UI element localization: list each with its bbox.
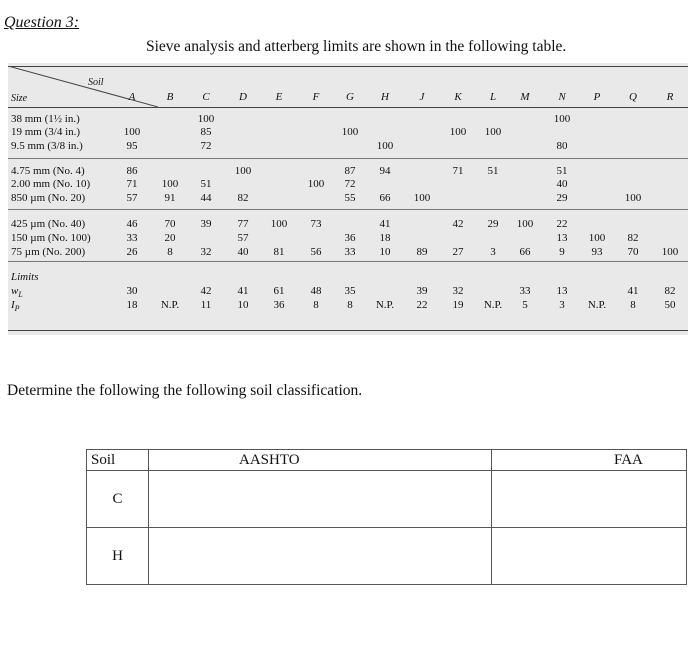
value-cell: 41 — [379, 218, 391, 230]
value-cell: 8 — [347, 299, 353, 311]
value-cell: 41 — [237, 285, 249, 297]
value-cell: 100 — [376, 140, 394, 152]
value-cell: 22 — [556, 218, 568, 230]
value-cell: 20 — [164, 232, 176, 244]
sieve-size-label: 150 µm (No. 100) — [11, 232, 91, 244]
column-header-q: Q — [629, 91, 637, 103]
aashto-answer-cell[interactable] — [149, 528, 492, 585]
header-soil: Soil — [88, 77, 104, 88]
column-header-d: D — [239, 91, 247, 103]
value-cell: 33 — [126, 232, 138, 244]
value-cell: 42 — [200, 285, 212, 297]
column-header-c: C — [202, 91, 210, 103]
value-cell: 13 — [556, 232, 568, 244]
sieve-size-label: 38 mm (1½ in.) — [11, 113, 80, 125]
value-cell: 40 — [237, 246, 249, 258]
value-cell: 100 — [197, 113, 215, 125]
value-cell: 35 — [344, 285, 356, 297]
limits-header: Limits — [11, 271, 39, 283]
liquid-limit-label: $w_L$ — [11, 285, 23, 300]
sieve-size-label: 850 µm (No. 20) — [11, 192, 86, 204]
value-cell: 73 — [310, 218, 322, 230]
value-cell: 13 — [556, 285, 568, 297]
value-cell: 51 — [200, 178, 212, 190]
sieve-size-label: 425 µm (No. 40) — [11, 218, 86, 230]
value-cell: 70 — [627, 246, 639, 258]
sieve-size-label: 4.75 mm (No. 4) — [11, 165, 85, 177]
group-rule-2 — [8, 209, 688, 210]
value-cell: 42 — [452, 218, 464, 230]
value-cell: N.P. — [587, 299, 607, 311]
value-cell: 80 — [556, 140, 568, 152]
value-cell: 41 — [627, 285, 639, 297]
value-cell: 18 — [379, 232, 391, 244]
value-cell: 82 — [627, 232, 639, 244]
value-cell: 71 — [452, 165, 464, 177]
value-cell: 87 — [344, 165, 356, 177]
value-cell: N.P. — [160, 299, 180, 311]
aashto-answer-cell[interactable] — [149, 471, 492, 528]
column-header-m: M — [520, 91, 530, 103]
value-cell: 26 — [126, 246, 138, 258]
faa-answer-cell[interactable] — [492, 528, 687, 585]
col-header-aashto: AASHTO — [149, 450, 492, 471]
value-cell: 85 — [200, 126, 212, 138]
value-cell: 66 — [519, 246, 531, 258]
value-cell: 100 — [449, 126, 467, 138]
column-header-a: A — [128, 91, 136, 103]
value-cell: 100 — [484, 126, 502, 138]
value-cell: 72 — [344, 178, 356, 190]
column-header-k: K — [454, 91, 462, 103]
value-cell: 39 — [416, 285, 428, 297]
value-cell: 89 — [416, 246, 428, 258]
value-cell: 36 — [273, 299, 285, 311]
sieve-size-label: 19 mm (3/4 in.) — [11, 126, 81, 138]
value-cell: N.P. — [483, 299, 503, 311]
value-cell: 10 — [237, 299, 249, 311]
value-cell: 72 — [200, 140, 212, 152]
value-cell: 86 — [126, 165, 138, 177]
value-cell: 100 — [553, 113, 571, 125]
value-cell: 10 — [379, 246, 391, 258]
value-cell: 27 — [452, 246, 464, 258]
value-cell: 8 — [167, 246, 173, 258]
column-header-f: F — [312, 91, 320, 103]
value-cell: 51 — [487, 165, 499, 177]
group-rule-1 — [8, 158, 688, 159]
value-cell: 39 — [200, 218, 212, 230]
value-cell: 91 — [164, 192, 176, 204]
value-cell: 29 — [487, 218, 499, 230]
column-header-g: G — [346, 91, 354, 103]
value-cell: 70 — [164, 218, 176, 230]
value-cell: 100 — [161, 178, 179, 190]
value-cell: 44 — [200, 192, 212, 204]
value-cell: 95 — [126, 140, 138, 152]
value-cell: 51 — [556, 165, 568, 177]
value-cell: 94 — [379, 165, 391, 177]
value-cell: 48 — [310, 285, 322, 297]
value-cell: 100 — [588, 232, 606, 244]
value-cell: 36 — [344, 232, 356, 244]
value-cell: 100 — [516, 218, 534, 230]
value-cell: 100 — [341, 126, 359, 138]
question-title: Question 3: — [4, 14, 80, 31]
column-header-b: B — [166, 91, 174, 103]
col-header-faa: FAA — [492, 450, 687, 471]
value-cell: 3 — [490, 246, 496, 258]
value-cell: 8 — [313, 299, 319, 311]
value-cell: 100 — [234, 165, 252, 177]
value-cell: 5 — [522, 299, 528, 311]
value-cell: 8 — [630, 299, 636, 311]
value-cell: 40 — [556, 178, 568, 190]
value-cell: 46 — [126, 218, 138, 230]
column-header-j: J — [419, 91, 425, 103]
soil-cell: H — [87, 528, 149, 585]
column-header-r: R — [666, 91, 674, 103]
value-cell: 71 — [126, 178, 138, 190]
value-cell: 82 — [237, 192, 249, 204]
group-rule-3 — [8, 261, 688, 262]
value-cell: 56 — [310, 246, 322, 258]
value-cell: 81 — [273, 246, 285, 258]
value-cell: 3 — [559, 299, 565, 311]
value-cell: 18 — [126, 299, 138, 311]
table-bottom-rule — [8, 330, 688, 331]
value-cell: 33 — [519, 285, 531, 297]
value-cell: 32 — [200, 246, 212, 258]
column-header-l: L — [489, 91, 497, 103]
col-header-soil: Soil — [87, 450, 149, 471]
value-cell: 100 — [413, 192, 431, 204]
header-size: Size — [11, 93, 28, 104]
value-cell: 32 — [452, 285, 464, 297]
value-cell: 29 — [556, 192, 568, 204]
table-caption: Sieve analysis and atterberg limits are shown in the following table. — [146, 38, 567, 55]
column-header-p: P — [593, 91, 601, 103]
column-header-e: E — [275, 91, 283, 103]
value-cell: 100 — [624, 192, 642, 204]
value-cell: 22 — [416, 299, 428, 311]
value-cell: 33 — [344, 246, 356, 258]
sieve-size-label: 2.00 mm (No. 10) — [11, 178, 91, 190]
faa-answer-cell[interactable] — [492, 471, 687, 528]
value-cell: 57 — [126, 192, 138, 204]
column-header-h: H — [381, 91, 389, 103]
value-cell: 61 — [273, 285, 285, 297]
value-cell: 11 — [200, 299, 212, 311]
sieve-size-label: 9.5 mm (3/8 in.) — [11, 140, 83, 152]
plasticity-index-label: $I_P$ — [11, 299, 20, 314]
value-cell: 100 — [307, 178, 325, 190]
classification-prompt: Determine the following the following soil classification. — [7, 382, 363, 399]
value-cell: 9 — [559, 246, 565, 258]
value-cell: 50 — [664, 299, 676, 311]
classification-table — [86, 449, 687, 585]
value-cell: 57 — [237, 232, 249, 244]
value-cell: 82 — [664, 285, 676, 297]
value-cell: 30 — [126, 285, 138, 297]
value-cell: 93 — [591, 246, 603, 258]
value-cell: 100 — [661, 246, 679, 258]
value-cell: N.P. — [375, 299, 395, 311]
value-cell: 55 — [344, 192, 356, 204]
soil-cell: C — [87, 471, 149, 528]
value-cell: 100 — [123, 126, 141, 138]
column-header-n: N — [558, 91, 566, 103]
value-cell: 100 — [270, 218, 288, 230]
value-cell: 66 — [379, 192, 391, 204]
value-cell: 19 — [452, 299, 464, 311]
sieve-size-label: 75 µm (No. 200) — [11, 246, 86, 258]
value-cell: 77 — [237, 218, 249, 230]
